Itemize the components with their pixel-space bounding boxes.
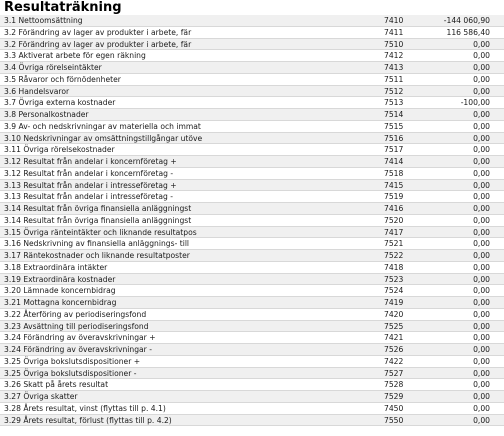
row-code: 7412 (384, 51, 404, 61)
row-code: 7523 (384, 274, 404, 284)
row-label: 3.15 Övriga ränteintäkter och liknande resultatpos (4, 227, 197, 237)
table-row[interactable] (0, 156, 504, 168)
row-code: 7517 (384, 145, 404, 155)
table-row[interactable] (0, 332, 504, 344)
row-code: 7550 (384, 415, 404, 425)
table-row[interactable] (0, 50, 504, 62)
row-code: 7418 (384, 262, 404, 272)
row-label: 3.24 Förändring av överavskrivningar + (4, 333, 156, 343)
table-row[interactable] (0, 344, 504, 356)
row-value-cell[interactable]: 0,00 (473, 133, 490, 143)
row-value-cell[interactable]: 0,00 (473, 309, 490, 319)
table-row[interactable] (0, 368, 504, 380)
row-value-cell[interactable]: 0,00 (473, 321, 490, 331)
row-code: 7510 (384, 39, 404, 49)
row-value-cell[interactable]: 0,00 (473, 286, 490, 296)
row-code: 7528 (384, 380, 404, 390)
table-row[interactable] (0, 86, 504, 98)
table-row[interactable] (0, 238, 504, 250)
table-row[interactable] (0, 97, 504, 109)
table-row[interactable] (0, 39, 504, 51)
table-row[interactable] (0, 180, 504, 192)
row-value-cell[interactable]: 0,00 (473, 403, 490, 413)
row-code: 7416 (384, 204, 404, 213)
row-value-cell[interactable]: 0,00 (473, 380, 490, 390)
table-row[interactable] (0, 297, 504, 309)
row-code: 7410 (384, 16, 404, 25)
table-row[interactable] (0, 74, 504, 86)
row-code: 7511 (384, 74, 404, 84)
row-code: 7421 (384, 333, 404, 343)
row-code: 7518 (384, 168, 404, 178)
row-value-cell[interactable]: -100,00 (460, 98, 490, 108)
table-row[interactable] (0, 227, 504, 239)
row-code: 7526 (384, 345, 404, 354)
row-value-cell[interactable]: 0,00 (473, 239, 490, 249)
row-code: 7419 (384, 298, 404, 307)
row-value-cell[interactable]: 0,00 (473, 145, 490, 155)
row-code: 7414 (384, 157, 404, 166)
row-value-cell[interactable]: 0,00 (473, 356, 490, 366)
table-row[interactable] (0, 262, 504, 274)
table-row[interactable] (0, 285, 504, 297)
table-row[interactable] (0, 321, 504, 333)
row-code: 7521 (384, 239, 404, 249)
sheet-title: Resultaträkning (4, 0, 122, 15)
row-code: 7450 (384, 403, 404, 413)
income-statement-table (0, 15, 504, 426)
row-value-cell[interactable]: 0,00 (473, 262, 490, 272)
row-label: 3.6 Handelsvaror (4, 86, 70, 96)
row-value-cell[interactable]: 0,00 (473, 333, 490, 343)
row-value-cell[interactable]: 0,00 (473, 121, 490, 131)
table-row[interactable] (0, 191, 504, 203)
table-row[interactable] (0, 403, 504, 415)
row-value-cell[interactable]: 0,00 (473, 192, 490, 202)
row-label: 3.23 Avsättning till periodiseringsfond (4, 321, 149, 331)
row-label: 3.28 Årets resultat, vinst (flyttas till p. 4.1) (4, 403, 166, 413)
row-value-cell[interactable]: 0,00 (473, 392, 490, 401)
row-value-cell[interactable]: 0,00 (473, 63, 490, 72)
row-code: 7515 (384, 121, 404, 131)
row-label: 3.22 Återföring av periodiseringsfond (4, 309, 147, 319)
row-label: 3.19 Extraordinära kostnader (4, 274, 116, 284)
table-row[interactable] (0, 250, 504, 262)
table-row[interactable] (0, 133, 504, 145)
row-value-cell[interactable]: 0,00 (473, 298, 490, 307)
row-code: 7520 (384, 215, 404, 225)
row-label: 3.25 Övriga bokslutsdispositioner - (4, 368, 137, 378)
row-value-cell[interactable]: 0,00 (473, 168, 490, 178)
row-label: 3.1 Nettoomsättning (4, 16, 83, 25)
row-code: 7514 (384, 110, 404, 119)
row-code: 7522 (384, 251, 404, 260)
row-code: 7524 (384, 286, 404, 296)
row-label: 3.9 Av- och nedskrivningar av materiella och immat (4, 121, 201, 131)
row-value-cell[interactable]: 0,00 (473, 86, 490, 96)
row-value-cell[interactable]: 0,00 (473, 215, 490, 225)
row-code: 7512 (384, 86, 404, 96)
row-label: 3.26 Skatt på årets resultat (4, 380, 109, 390)
row-label: 3.29 Årets resultat, förlust (flyttas till p. 4.2) (4, 415, 172, 425)
table-row[interactable] (0, 309, 504, 321)
row-label: 3.14 Resultat från övriga finansiella anläggningst (4, 215, 192, 225)
row-label: 3.7 Övriga externa kostnader (4, 98, 116, 108)
row-value-cell[interactable]: 0,00 (473, 51, 490, 61)
row-value-cell[interactable]: 0,00 (473, 345, 490, 354)
row-code: 7519 (384, 192, 404, 202)
row-label: 3.3 Aktiverat arbete för egen räkning (4, 51, 146, 61)
row-code: 7516 (384, 133, 404, 143)
table-row[interactable] (0, 27, 504, 39)
table-row[interactable] (0, 168, 504, 180)
row-label: 3.27 Övriga skatter (4, 392, 78, 401)
row-label: 3.5 Råvaror och förnödenheter (4, 74, 121, 84)
row-value-cell[interactable]: 0,00 (473, 157, 490, 166)
table-row[interactable] (0, 203, 504, 215)
table-row[interactable] (0, 15, 504, 27)
row-label: 3.13 Resultat från andelar i intresseföretag + (4, 180, 177, 190)
row-label: 3.8 Personalkostnader (4, 110, 89, 119)
row-value-cell[interactable]: 0,00 (473, 74, 490, 84)
row-value-cell[interactable]: 0,00 (473, 227, 490, 237)
table-row[interactable] (0, 379, 504, 391)
table-row[interactable] (0, 356, 504, 368)
row-label: 3.12 Resultat från andelar i koncernföretag + (4, 157, 177, 166)
row-code: 7525 (384, 321, 404, 331)
row-label: 3.14 Resultat från övriga finansiella anläggningst (4, 204, 192, 213)
row-label: 3.11 Övriga rörelsekostnader (4, 145, 115, 155)
row-label: 3.10 Nedskrivningar av omsättningstillgångar utöve (4, 133, 203, 143)
row-label: 3.12 Resultat från andelar i koncernföretag - (4, 168, 174, 178)
row-label: 3.24 Förändring av överavskrivningar - (4, 345, 152, 354)
row-value-cell[interactable]: 0,00 (473, 110, 490, 119)
table-row[interactable] (0, 391, 504, 403)
row-label: 3.16 Nedskrivning av finansiella anläggnings- till (4, 239, 190, 249)
table-row[interactable] (0, 109, 504, 121)
row-code: 7513 (384, 98, 404, 108)
table-row[interactable] (0, 121, 504, 133)
row-label: 3.13 Resultat från andelar i intresseföretag - (4, 192, 173, 202)
row-value-cell[interactable]: 0,00 (473, 274, 490, 284)
row-code: 7413 (384, 63, 404, 72)
row-value-cell[interactable]: -144 060,90 (443, 16, 490, 25)
row-label: 3.18 Extraordinära intäkter (4, 262, 108, 272)
row-code: 7411 (384, 27, 404, 37)
row-label: 3.4 Övriga rörelseintäkter (4, 63, 102, 72)
row-value-cell[interactable]: 0,00 (473, 204, 490, 213)
row-code: 7415 (384, 180, 404, 190)
row-code: 7420 (384, 309, 404, 319)
table-row[interactable] (0, 215, 504, 227)
row-value-cell[interactable]: 0,00 (473, 180, 490, 190)
row-value-cell[interactable]: 0,00 (473, 39, 490, 49)
row-label: 3.25 Övriga bokslutsdispositioner + (4, 356, 141, 366)
row-value-cell[interactable]: 0,00 (473, 368, 490, 378)
row-label: 3.20 Lämnade koncernbidrag (4, 286, 116, 296)
table-row[interactable] (0, 274, 504, 286)
row-value-cell[interactable]: 0,00 (473, 251, 490, 260)
row-value-cell[interactable]: 116 586,40 (446, 27, 490, 37)
row-label: 3.2 Förändring av lager av produkter i arbete, fär (4, 27, 192, 37)
table-row[interactable] (0, 415, 504, 427)
row-label: 3.21 Mottagna koncernbidrag (4, 298, 117, 307)
table-row[interactable] (0, 62, 504, 74)
table-row[interactable] (0, 144, 504, 156)
row-code: 7529 (384, 392, 404, 401)
row-label: 3.17 Räntekostnader och liknande resultatposter (4, 251, 190, 260)
row-code: 7527 (384, 368, 404, 378)
row-value-cell[interactable]: 0,00 (473, 415, 490, 425)
row-label: 3.2 Förändring av lager av produkter i arbete, fär (4, 39, 192, 49)
row-code: 7417 (384, 227, 404, 237)
row-code: 7422 (384, 356, 404, 366)
